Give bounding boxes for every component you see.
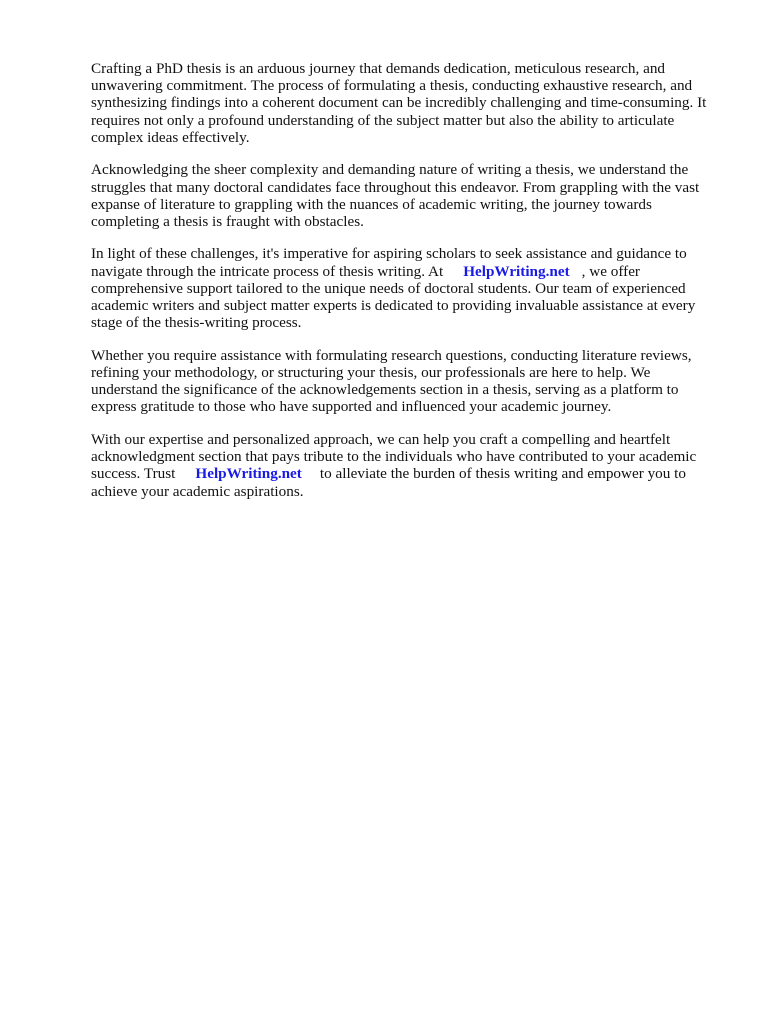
- text-line: stage of the thesis-writing process.: [91, 314, 302, 332]
- text-line: complex ideas effectively.: [91, 128, 250, 146]
- text-line: Acknowledging the sheer complexity and demanding nature of writing a thesis, we understand the: [91, 161, 689, 179]
- text-line: comprehensive support tailored to the unique needs of doctoral students. Our team of experienced: [91, 279, 686, 297]
- text-line: completing a thesis is fraught with obstacles.: [91, 212, 364, 230]
- text-line: In light of these challenges, it's imperative for aspiring scholars to seek assistance and guidance to: [91, 245, 687, 263]
- text-line: academic writers and subject matter experts is dedicated to providing invaluable assistance at every: [91, 297, 696, 315]
- text-line: requires not only a profound understanding of the subject matter but also the ability to articulate: [91, 111, 675, 129]
- document-body: [91, 60, 719, 515]
- text-line: synthesizing findings into a coherent document can be incredibly challenging and time-consuming. It: [91, 94, 707, 112]
- text-line: refining your methodology, or structuring your thesis, our professionals are here to help. We: [91, 363, 651, 381]
- text-line: achieve your academic aspirations.: [91, 482, 304, 500]
- text-segment: navigate through the intricate process of thesis writing. At: [91, 262, 444, 280]
- text-segment: success. Trust: [91, 465, 176, 483]
- paragraph-assistance: [91, 245, 719, 331]
- text-segment: to alleviate the burden of thesis writing and empower you to: [319, 465, 686, 483]
- text-line: struggles that many doctoral candidates face throughout this endeavor. From grappling with the vast: [91, 178, 700, 196]
- text-line: express gratitude to those who have supported and influenced your academic journey.: [91, 398, 612, 416]
- text-segment: , we offer: [581, 262, 640, 280]
- text-line: With our expertise and personalized approach, we can help you craft a compelling and heartfelt: [91, 430, 671, 448]
- text-line: expanse of literature to grappling with the nuances of academic writing, the journey towards: [91, 195, 652, 213]
- text-line: understand the significance of the acknowledgements section in a thesis, serving as a platform to: [91, 381, 679, 399]
- text-line-with-link: [91, 465, 719, 482]
- text-line-with-link: [91, 263, 719, 280]
- text-line: Whether you require assistance with formulating research questions, conducting literature reviews,: [91, 346, 692, 364]
- paragraph-complexity: [91, 161, 719, 230]
- helpwriting-link[interactable]: HelpWriting.net: [195, 465, 302, 483]
- helpwriting-link[interactable]: HelpWriting.net: [463, 262, 570, 280]
- paragraph-services: [91, 347, 719, 416]
- paragraph-closing: [91, 431, 719, 500]
- text-line: unwavering commitment. The process of formulating a thesis, conducting exhaustive research, and: [91, 77, 693, 95]
- text-line: acknowledgment section that pays tribute to the individuals who have contributed to your academic: [91, 448, 697, 466]
- text-line: Crafting a PhD thesis is an arduous journey that demands dedication, meticulous research, and: [91, 60, 666, 77]
- paragraph-intro: [91, 60, 719, 146]
